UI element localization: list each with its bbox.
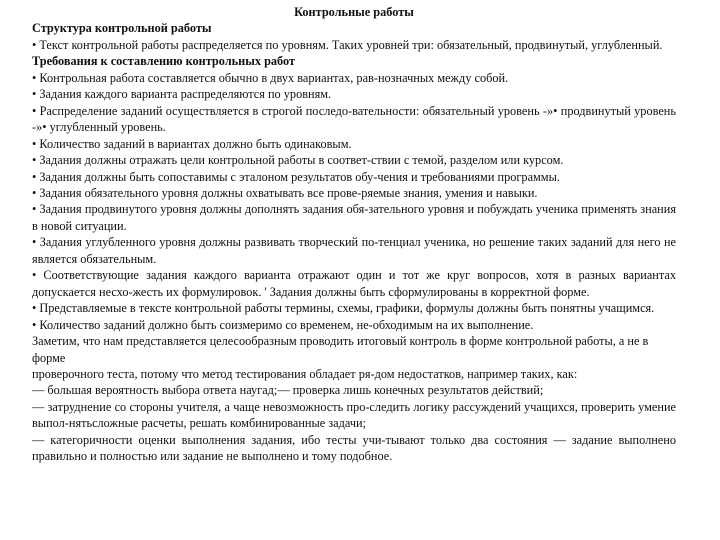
paragraph: • Контрольная работа составляется обычно в двух вариантах, рав-нозначных между собой.	[32, 70, 509, 85]
paragraph: • Текст контрольной работы распределяется по уровням. Таких уровней три: обязательный, продвинутый, углубленный.	[32, 37, 663, 52]
paragraph: • Задания обязательного уровня должны охватывать все прове-ряемые знания, умения и навыки.	[32, 185, 538, 200]
paragraph: • Представляемые в тексте контрольной работы термины, схемы, графики, формулы должны быть понятны учащимся.	[32, 301, 655, 316]
paragraph: • Задания каждого варианта распределяются по уровням.	[32, 87, 332, 102]
document-body	[32, 20, 676, 464]
paragraph: • Задания углубленного уровня должны развивать творческий по-тенциал ученика, но решение таких заданий для него не является обязательным.	[32, 235, 676, 266]
paragraph: • Задания должны отражать цели контрольной работы в соответ-ствии с темой, разделом или курсом.	[32, 153, 564, 168]
section-heading: Требования к составлению контрольных работ	[32, 54, 296, 69]
paragraph: — затруднение со стороны учителя, а чаще невозможность про-следить логику рассуждений учащихся, проверить умение выпол-нятьсложные расчеты, решать комбинированные задачи;	[32, 399, 676, 431]
paragraph: • Задания должны быть сопоставимы с эталоном результатов обу-чения и требованиями программы.	[32, 169, 560, 184]
paragraph: • Соответствующие задания каждого варианта отражают один и тот же круг вопросов, хотя в разных вариантах допускается несхо-жесть их формулировок. ' Задания должны быть сформулированы в корректной форме.	[32, 268, 676, 299]
paragraph: — большая вероятность выбора ответа наугад;— проверка лишь конечных результатов действий;	[32, 383, 544, 398]
paragraph: • Распределение заданий осуществляется в строгой последо-вательности: обязательный уровень -»• продвинутый уровень -»• углубленный уровень.	[32, 103, 676, 135]
paragraph: проверочного теста, потому что метод тестирования обладает ря-дом недостатков, например таких, как:	[32, 366, 578, 381]
document-title: Контрольные работы	[294, 5, 414, 19]
paragraph: • Задания продвинутого уровня должны дополнять задания обя-зательного уровня и побуждать ученика применять знания в новой ситуации.	[32, 202, 676, 233]
document-page	[32, 4, 676, 465]
paragraph: • Количество заданий в вариантах должно быть одинаковым.	[32, 136, 352, 151]
paragraph: • Количество заданий должно быть соизмеримо со временем, не-обходимым на их выполнение.	[32, 317, 534, 332]
paragraph: — категоричности оценки выполнения задания, ибо тесты учи-тывают только два состояния — задание выполнено правильно и полностью или задание не выполнено и тому подобное.	[32, 432, 676, 464]
paragraph: Заметим, что нам представляется целесообразным проводить итоговый контроль в форме контрольной работы, а не в форме	[32, 334, 649, 365]
section-heading: Структура контрольной работы	[32, 21, 212, 36]
